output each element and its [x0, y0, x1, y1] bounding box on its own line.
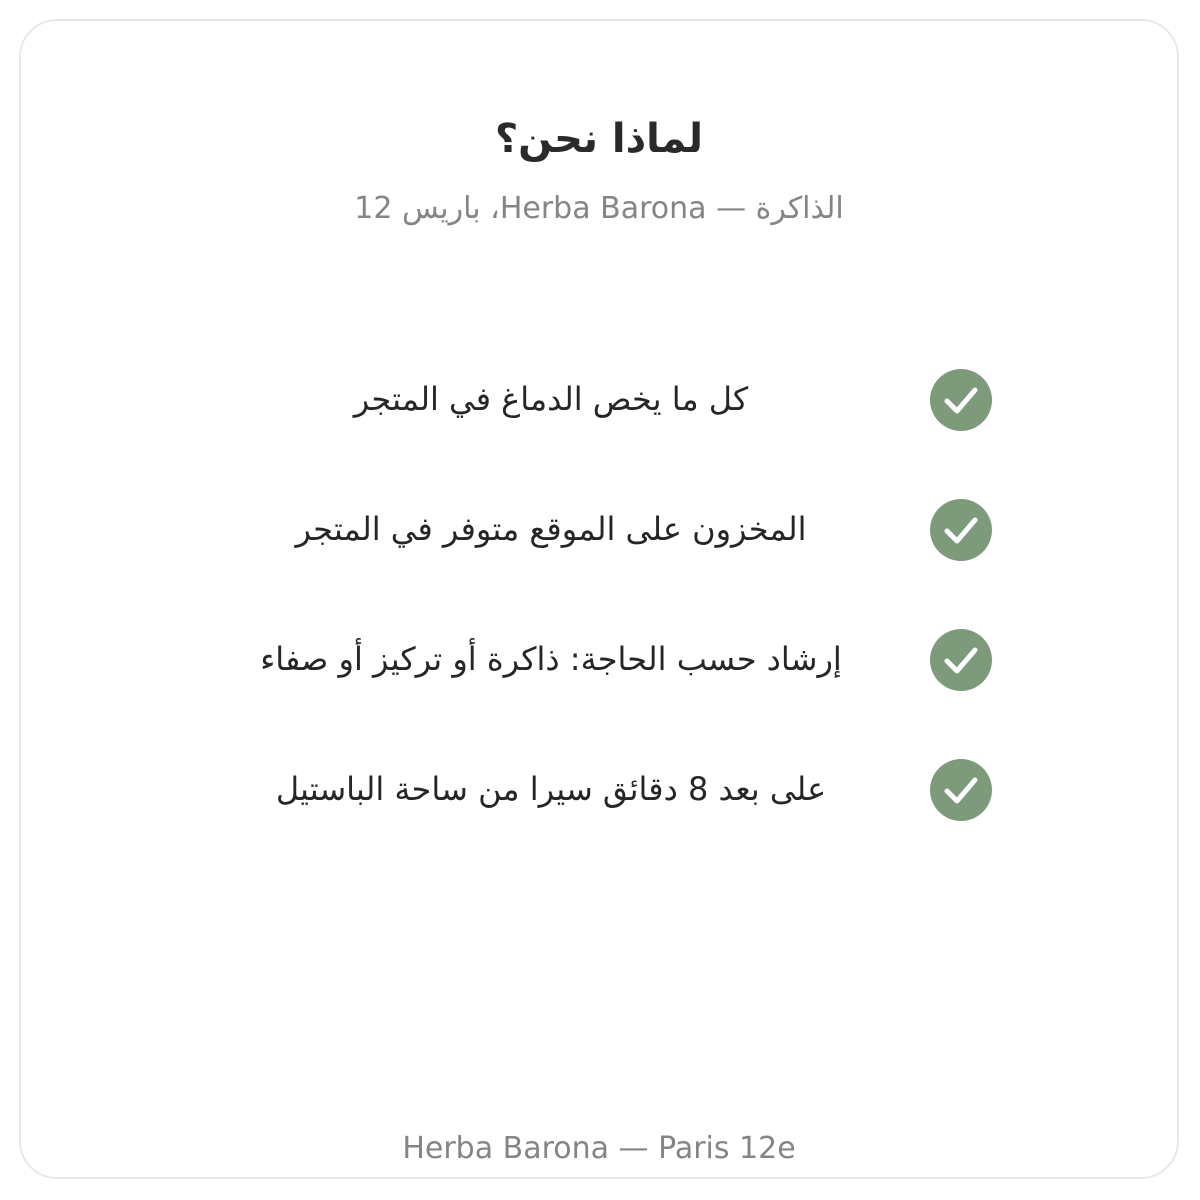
check-circle-icon — [930, 499, 992, 561]
check-circle-icon — [930, 629, 992, 691]
why-us-card — [19, 19, 1179, 1179]
feature-text: إرشاد حسب الحاجة: ذاكرة أو تركيز أو صفاء — [260, 640, 842, 678]
check-circle-icon — [930, 759, 992, 821]
feature-text: كل ما يخص الدماغ في المتجر — [353, 380, 749, 418]
feature-item — [21, 485, 1177, 575]
feature-item — [21, 615, 1177, 705]
feature-item — [21, 745, 1177, 835]
feature-item — [21, 355, 1177, 445]
page-subtitle: الذاكرة — Herba Barona، باريس 12 — [354, 191, 844, 226]
footer-text: Herba Barona — Paris 12e — [402, 1131, 796, 1166]
page-title: لماذا نحن؟ — [494, 116, 704, 162]
check-circle-icon — [930, 369, 992, 431]
feature-list — [21, 21, 1177, 1177]
feature-text: على بعد 8 دقائق سيرا من ساحة الباستيل — [275, 770, 827, 808]
feature-text: المخزون على الموقع متوفر في المتجر — [295, 510, 807, 548]
